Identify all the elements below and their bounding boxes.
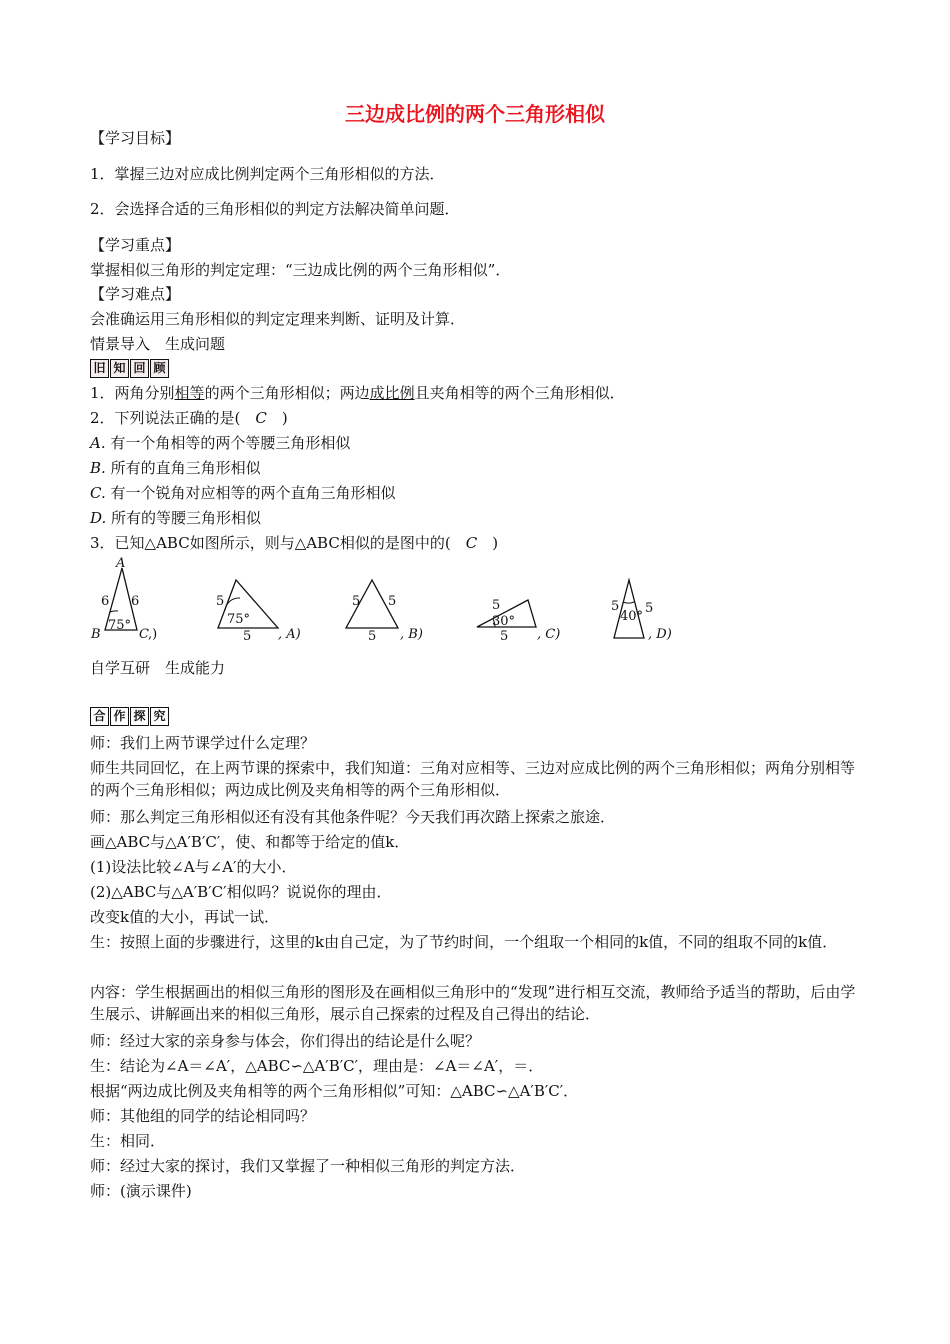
dialogue-line: 画△ABC与△A′B′C′，使、和都等于给定的值k． — [90, 833, 410, 851]
option-a: A. 有一个角相等的两个等腰三角形相似 — [90, 434, 351, 452]
dialogue-line: 内容：学生根据画出的相似三角形的图形及在画相似三角形中的“发现”进行相互交流，教师给予适当的帮助，后由学生展示、讲解画出来的相似三角形，展示自己探索的过程及自己得出的结论． — [90, 983, 856, 1023]
option-label: , C) — [537, 627, 561, 642]
side-label: 5 — [388, 594, 397, 609]
dialogue-line: 生：按照上面的步骤进行，这里的k由自己定，为了节约时间，一个组取一个相同的k值，不同的组取不同的k值． — [90, 933, 838, 951]
triangle-option-b — [346, 580, 423, 644]
side-label: 5 — [645, 601, 654, 616]
vertex-c-label: C — [139, 627, 149, 642]
badge-char: 探 — [130, 707, 149, 726]
angle-label: 75° — [227, 612, 251, 627]
dialogue-line: 根据“两边成比例及夹角相等的两个三角形相似”可知：△ABC∽△A′B′C′． — [90, 1082, 579, 1100]
review-question-1: 1．两角分别相等的两个三角形相似；两边成比例且夹角相等的两个三角形相似． — [90, 384, 625, 402]
angle-label: 30° — [492, 614, 516, 629]
dialogue-line: 改变k值的大小，再试一试． — [90, 908, 280, 926]
review-question-3: 3．已知△ABC如图所示，则与△ABC相似的是图中的( C ) — [90, 534, 499, 552]
option-b: B. 所有的直角三角形相似 — [90, 459, 261, 477]
option-label: , B) — [400, 627, 423, 642]
dialogue-line: 师：(演示课件) — [90, 1182, 192, 1200]
difficulties-text: 会准确运用三角形相似的判定定理来判断、证明及计算． — [90, 310, 466, 328]
section-self-study: 自学互研 生成能力 — [90, 659, 226, 677]
vertex-b-label: B — [91, 627, 101, 642]
option-c: C. 有一个锐角对应相等的两个直角三角形相似 — [90, 484, 396, 502]
triangle-option-c — [477, 598, 560, 644]
review-question-2: 2．下列说法正确的是( C ) — [90, 409, 288, 427]
dialogue-line: 师生共同回忆，在上两节课的探索中，我们知道：三角对应相等、三边对应成比例的两个三角形相似；两角分别相等的两个三角形相似；两边成比例及夹角相等的两个三角形相似． — [90, 759, 856, 799]
side-label: 5 — [243, 629, 252, 644]
dialogue-line: 生：结论为∠A＝∠A′，△ABC∽△A′B′C′，理由是：∠A＝∠A′，＝． — [90, 1057, 544, 1075]
badge-char: 旧 — [90, 359, 109, 378]
page-title: 三边成比例的两个三角形相似 — [345, 102, 605, 126]
dialogue-line: (2)△ABC与△A′B′C′相似吗？说说你的理由． — [90, 883, 392, 901]
dialogue-line: 师：那么判定三角形相似还有没有其他条件呢？今天我们再次踏上探索之旅途． — [90, 808, 616, 826]
figure-tail: ,) — [148, 627, 158, 642]
side-label: 5 — [216, 594, 225, 609]
option-d: D. 所有的等腰三角形相似 — [90, 509, 262, 527]
objectives-heading: 【学习目标】 — [90, 129, 181, 147]
section-scene-intro: 情景导入 生成问题 — [90, 335, 226, 353]
triangle-option-a — [216, 580, 301, 644]
dialogue-line: (1)设法比较∠A与∠A′的大小． — [90, 858, 297, 876]
option-label: , D) — [648, 627, 672, 642]
side-label: 5 — [500, 629, 509, 644]
badge-char: 究 — [150, 707, 169, 726]
triangle-abc — [90, 556, 157, 642]
dialogue-line: 师：经过大家的探讨，我们又掌握了一种相似三角形的判定方法． — [90, 1157, 526, 1175]
side-label: 5 — [352, 594, 361, 609]
dialogue-line: 师：经过大家的亲身参与体会，你们得出的结论是什么呢？ — [90, 1032, 481, 1050]
badge-char: 知 — [110, 359, 129, 378]
option-label: , A) — [278, 627, 301, 642]
badge-char: 回 — [130, 359, 149, 378]
side-ab-label: 6 — [101, 594, 110, 609]
objective-1: 1．掌握三边对应成比例判定两个三角形相似的方法． — [90, 165, 445, 183]
dialogue-line: 师：我们上两节课学过什么定理？ — [90, 734, 316, 752]
vertex-a-label: A — [116, 556, 126, 571]
dialogue-line: 生：相同． — [90, 1132, 166, 1150]
angle-label: 75° — [108, 618, 132, 633]
side-label: 5 — [368, 629, 377, 644]
answer-blank: 成比例 — [369, 384, 415, 402]
cooperation-badge — [90, 707, 169, 726]
triangle-option-d — [611, 580, 672, 642]
key-points-text: 掌握相似三角形的判定定理：“三边成比例的两个三角形相似”． — [90, 261, 511, 279]
answer: C — [255, 409, 267, 427]
side-label: 5 — [611, 599, 620, 614]
dialogue-line: 师：其他组的同学的结论相同吗？ — [90, 1107, 316, 1125]
angle-label: 40° — [620, 609, 644, 624]
badge-char: 作 — [110, 707, 129, 726]
side-label: 5 — [492, 598, 501, 613]
answer: C — [465, 534, 478, 552]
objective-2: 2．会选择合适的三角形相似的判定方法解决简单问题． — [90, 200, 460, 218]
key-points-heading: 【学习重点】 — [90, 236, 181, 254]
answer-blank: 相等 — [174, 384, 205, 402]
badge-char: 合 — [90, 707, 109, 726]
difficulties-heading: 【学习难点】 — [90, 285, 181, 303]
side-ac-label: 6 — [131, 594, 140, 609]
badge-char: 顾 — [150, 359, 169, 378]
